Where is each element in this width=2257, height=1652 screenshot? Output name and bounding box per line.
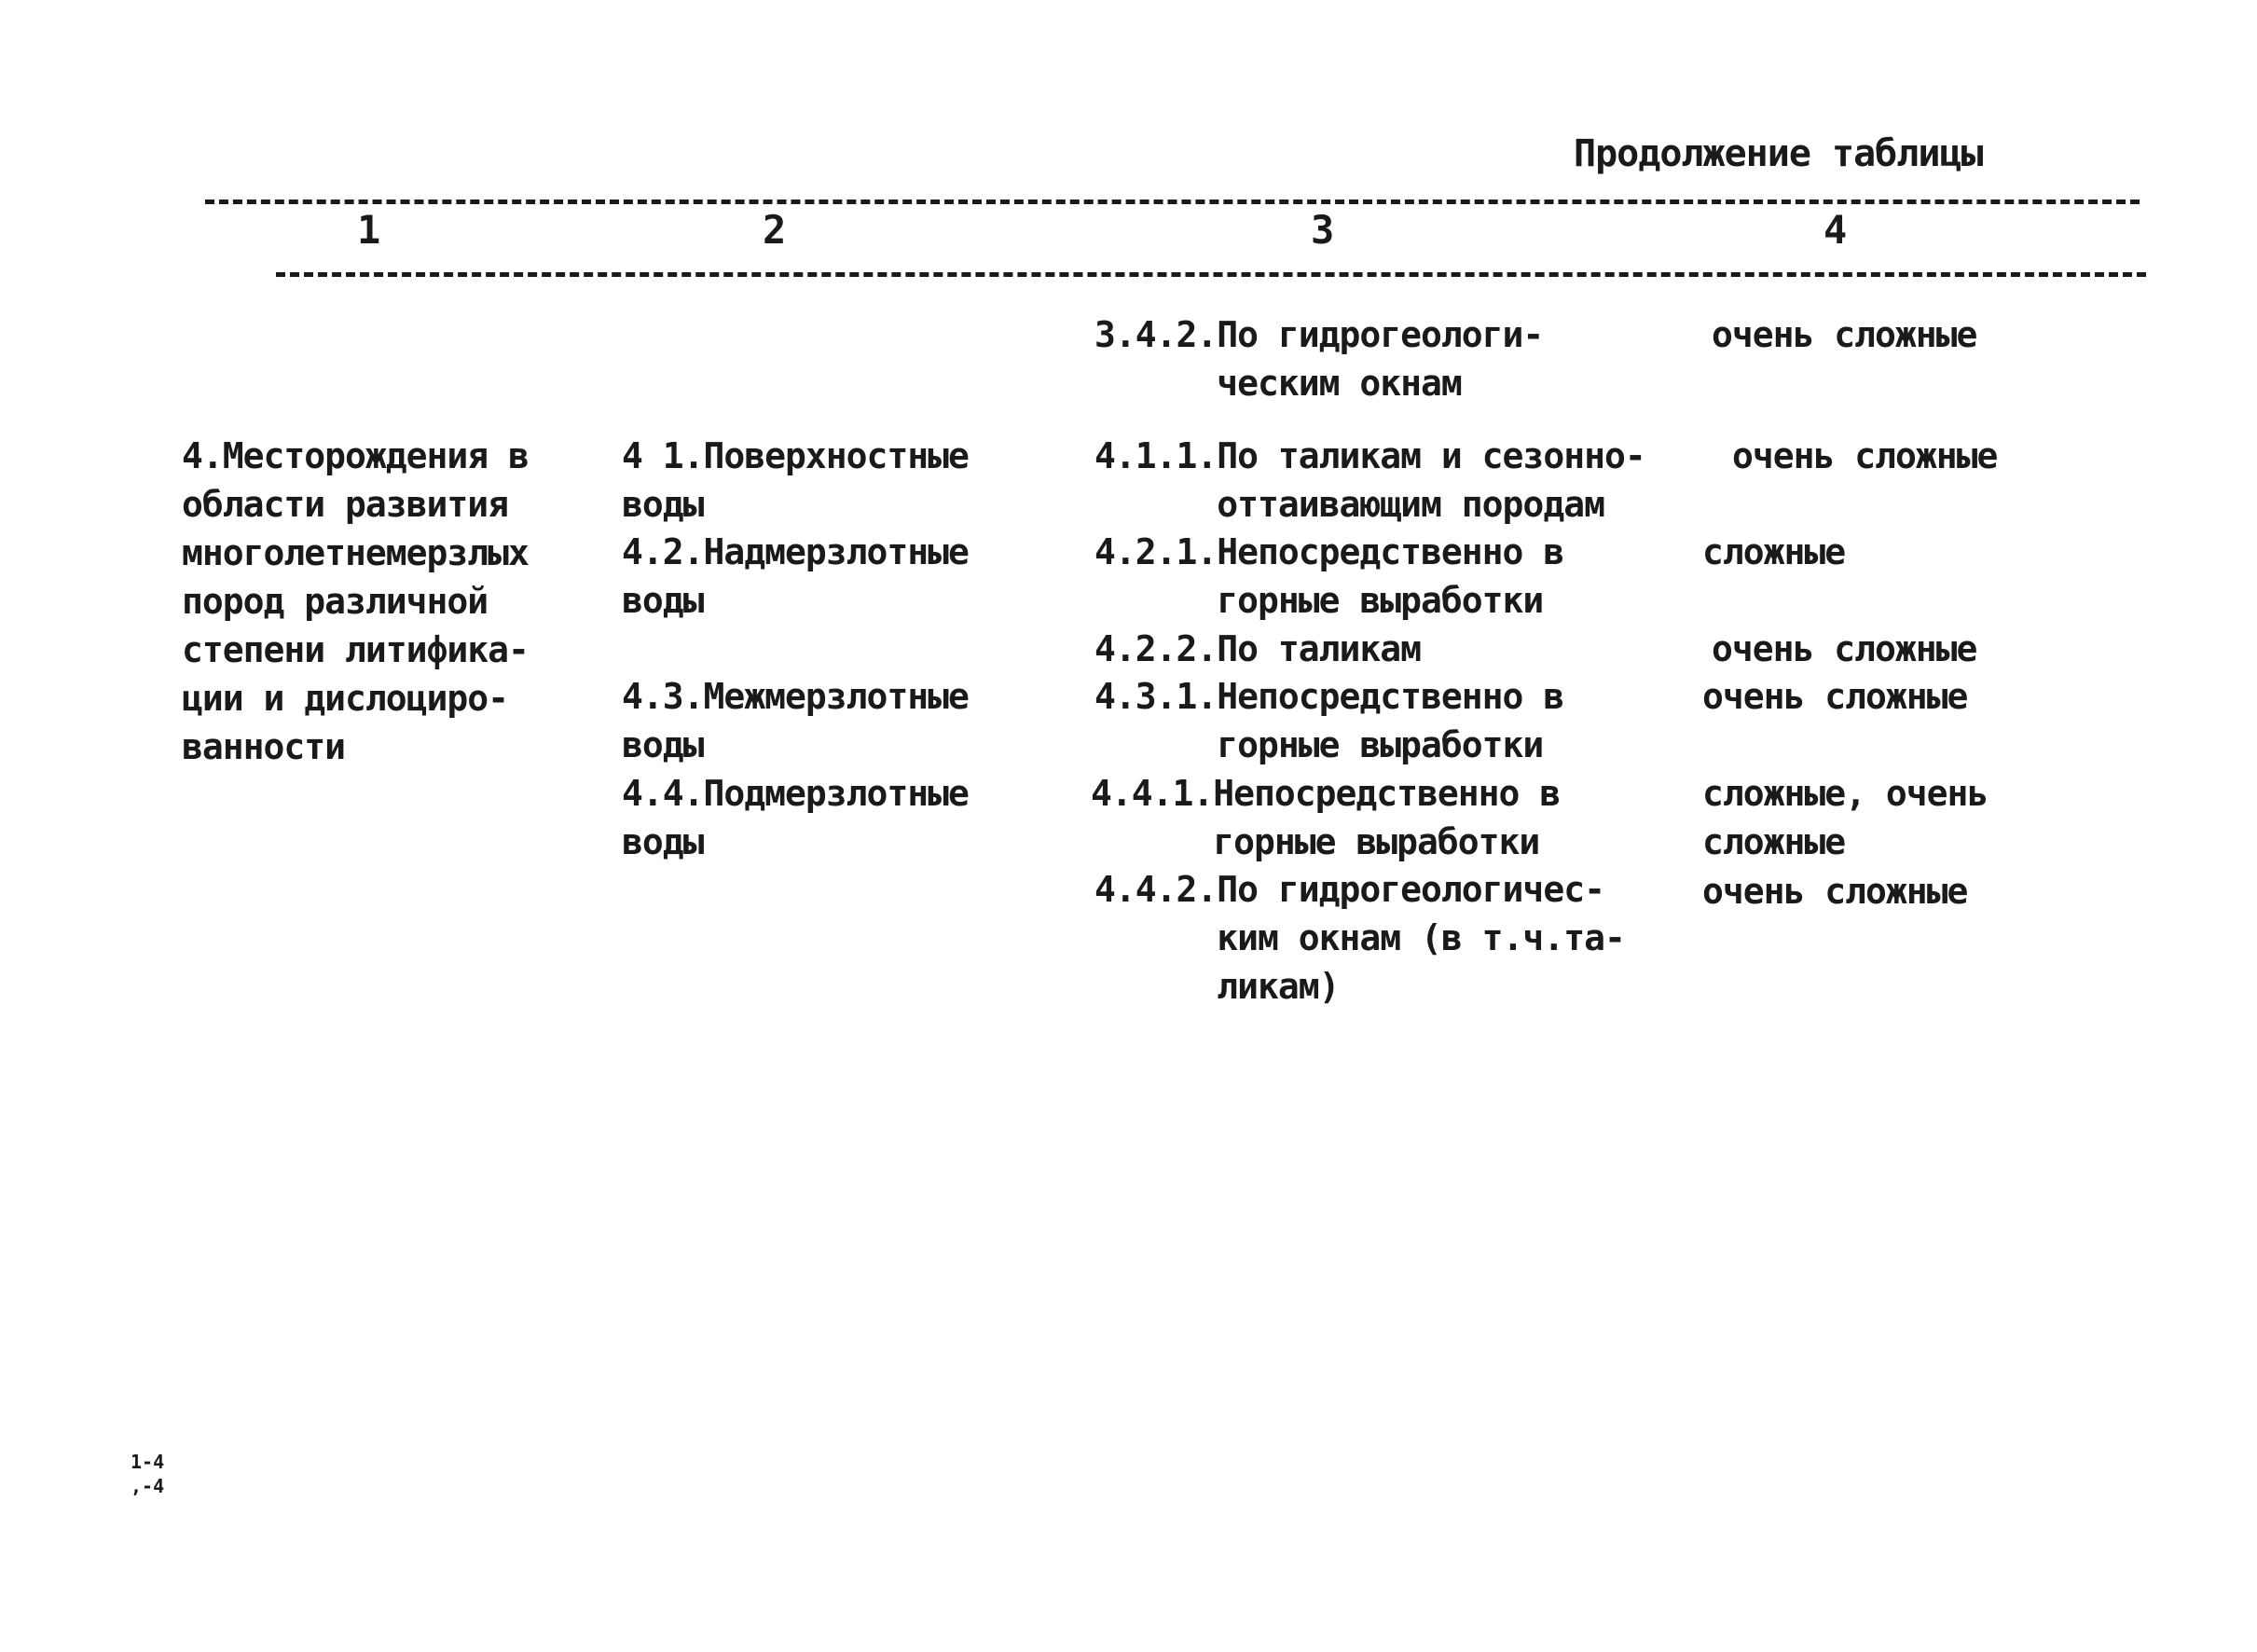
- cell-water-4-1: 4 1.Поверхностные воды: [622, 435, 969, 525]
- margin-marks: 1-4 ,-4: [131, 1451, 165, 1497]
- cell-method-4-3-1: 4.3.1.Непосредственно в горные выработки: [1094, 676, 1564, 765]
- cell-water-4-2: 4.2.Надмерзлотные воды: [622, 531, 969, 621]
- cell-complexity-4-1-1: очень сложные: [1732, 435, 1998, 476]
- cell-complexity-4-4-1: сложные, очень сложные: [1702, 773, 1989, 862]
- continuation-title: Продолжение таблицы: [1574, 132, 1983, 175]
- header-col-4: 4: [1823, 207, 1848, 253]
- cell-complexity-4-3-1: очень сложные: [1702, 676, 1968, 717]
- cell-complexity-4-2-2: очень сложные: [1712, 628, 1977, 669]
- header-col-3: 3: [1311, 207, 1335, 253]
- cell-complexity-4-2-1: сложные: [1702, 531, 1846, 572]
- cell-3-4-2-method: 3.4.2.По гидрогеологи- ческим окнам: [1094, 314, 1544, 404]
- cell-deposit-type: 4.Месторождения в области развития многолетнемерзлых пород различной степени литифика- ции и дислоциро- ванности: [182, 435, 529, 767]
- header-top-rule: [205, 200, 2140, 204]
- cell-3-4-2-complexity: очень сложные: [1712, 314, 1977, 355]
- header-col-2: 2: [763, 207, 787, 253]
- cell-water-4-4: 4.4.Подмерзлотные воды: [622, 773, 969, 862]
- header-bottom-rule: [276, 272, 2146, 277]
- cell-method-4-2-2: 4.2.2.По таликам: [1094, 628, 1422, 669]
- cell-method-4-1-1: 4.1.1.По таликам и сезонно- оттаивающим породам: [1094, 435, 1645, 525]
- header-col-1: 1: [357, 207, 381, 253]
- cell-method-4-4-1: 4.4.1.Непосредственно в горные выработки: [1091, 773, 1561, 862]
- cell-method-4-4-2: 4.4.2.По гидрогеологичес- ким окнам (в т.ч.та- ликам): [1094, 869, 1625, 1007]
- cell-water-4-3: 4.3.Межмерзлотные воды: [622, 676, 969, 765]
- cell-method-4-2-1: 4.2.1.Непосредственно в горные выработки: [1094, 531, 1564, 621]
- cell-complexity-4-4-2: очень сложные: [1702, 871, 1968, 912]
